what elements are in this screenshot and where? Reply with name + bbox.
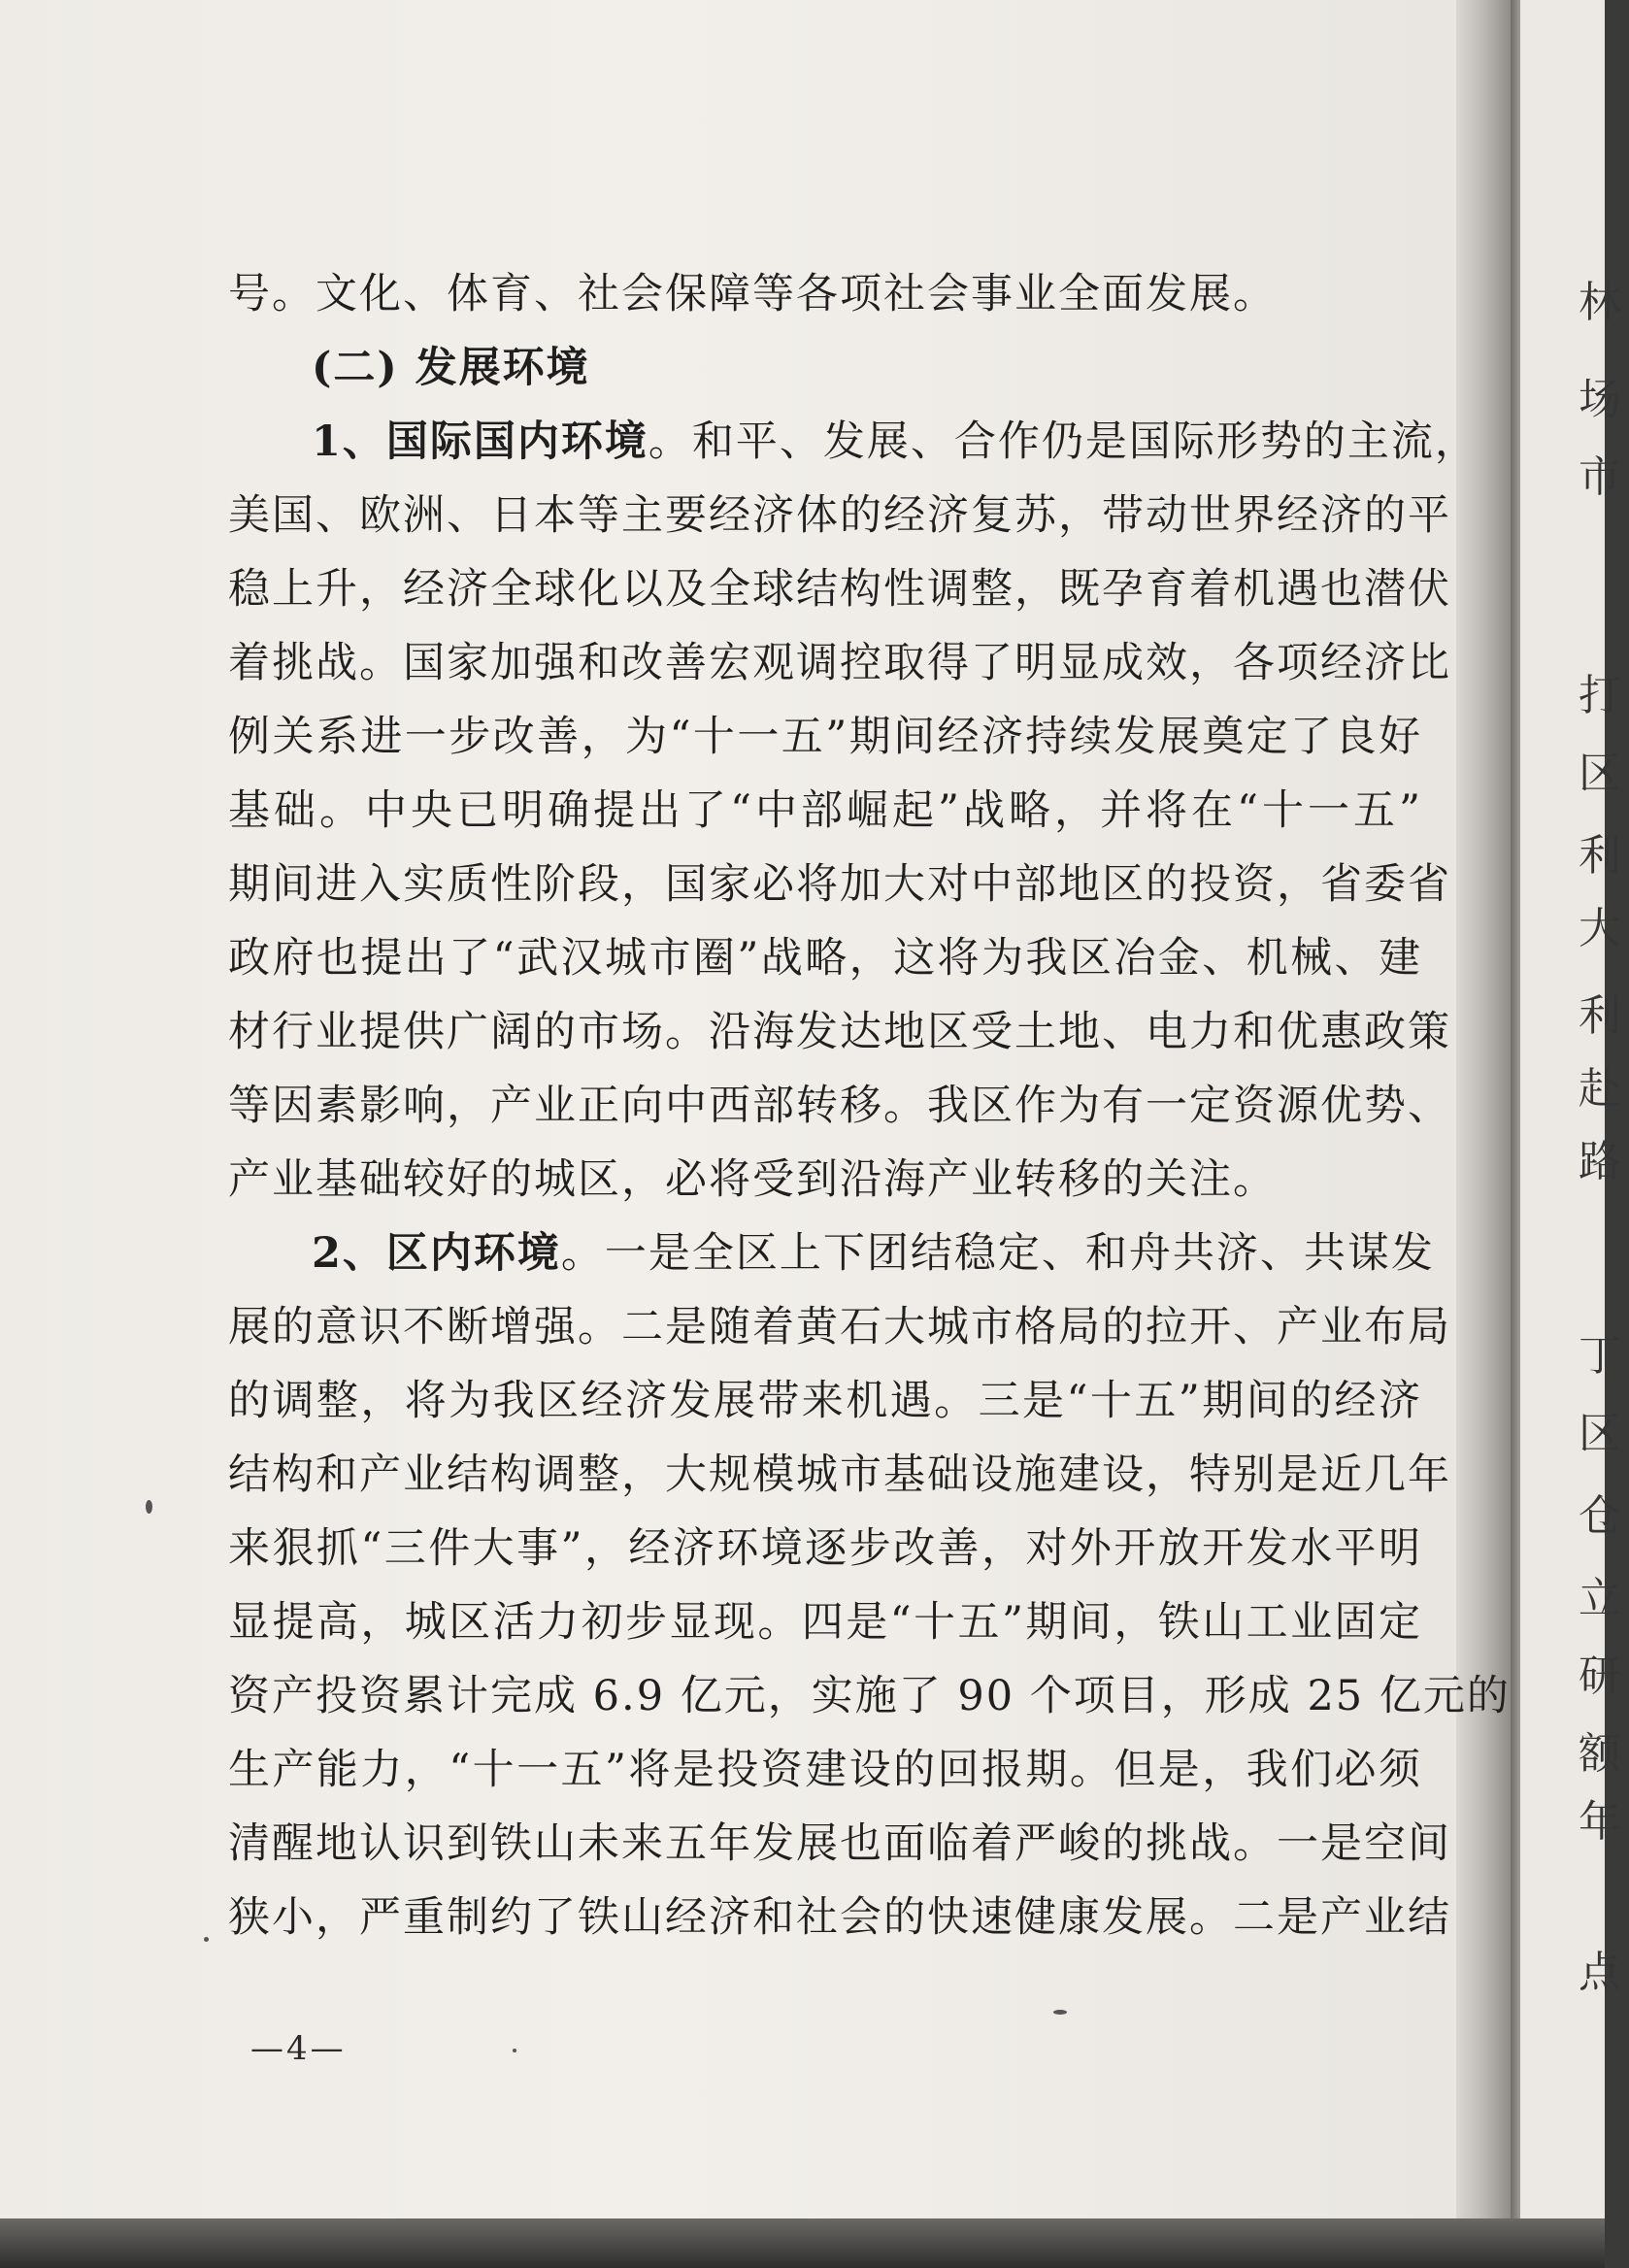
scan-speck <box>513 2049 516 2052</box>
adjacent-page-char: 丁 <box>1579 1331 1621 1381</box>
scan-speck <box>204 1937 209 1942</box>
line-text: 的调整，将为我区经济发展带来机遇。三是“十五”期间的经济 <box>228 1377 1422 1425</box>
line-text: 。和平、发展、合作仍是国际形势的主流， <box>648 417 1479 466</box>
line-text: 来狠抓“三件大事”，经济环境逐步改善，对外开放开发水平明 <box>228 1524 1422 1573</box>
adjacent-page-char: 立 <box>1579 1574 1621 1623</box>
text-line <box>228 479 1451 552</box>
adjacent-page-char: 研 <box>1579 1651 1621 1701</box>
line-text: 期间进入实质性阶段，国家必将加大对中部地区的投资，省委省 <box>228 860 1451 909</box>
text-line <box>228 1438 1451 1512</box>
text-line <box>228 1733 1422 1807</box>
adjacent-page-char: 利 <box>1579 831 1621 881</box>
text-line <box>228 1512 1422 1585</box>
adjacent-page-char: 区 <box>1579 749 1621 798</box>
line-text: 美国、欧洲、日本等主要经济体的经济复苏，带动世界经济的平 <box>228 491 1451 540</box>
adjacent-page-char: 额 <box>1579 1729 1621 1779</box>
section-heading: (二) 发展环境 <box>312 344 590 392</box>
page-edge-shadow <box>1511 0 1520 2268</box>
text-line <box>228 626 1451 700</box>
line-text: 展的意识不断增强。二是随着黄石大城市格局的拉开、产业布局 <box>228 1303 1451 1351</box>
text-line <box>228 700 1422 774</box>
line-text: 稳上升，经济全球化以及全球结构性调整，既孕育着机遇也潜伏 <box>228 565 1451 614</box>
adjacent-page-char: 路 <box>1579 1137 1621 1186</box>
text-line <box>228 552 1451 626</box>
adjacent-page-char: 大 <box>1579 904 1621 953</box>
text-line <box>228 405 1479 479</box>
adjacent-page-char: 利 <box>1579 991 1621 1041</box>
text-line <box>228 921 1422 995</box>
adjacent-page-char: 市 <box>1579 452 1621 502</box>
line-text: 清醒地认识到铁山未来五年发展也面临着严峻的挑战。一是空间 <box>228 1819 1451 1868</box>
adjacent-page-strip <box>1520 0 1621 2268</box>
line-text: 号。文化、体育、社会保障等各项社会事业全面发展。 <box>228 270 1277 318</box>
line-text: 生产能力，“十一五”将是投资建设的回报期。但是，我们必须 <box>228 1746 1422 1794</box>
line-text: 等因素影响，产业正向中西部转移。我区作为有一定资源优势、 <box>228 1082 1451 1130</box>
line-text: 显提高，城区活力初步显现。四是“十五”期间，铁山工业固定 <box>228 1598 1422 1647</box>
text-line <box>228 995 1451 1069</box>
body-text <box>228 257 1511 1954</box>
adjacent-page-char: 打 <box>1579 671 1621 720</box>
adjacent-page-char: 年 <box>1579 1797 1621 1847</box>
text-line <box>228 1659 1511 1733</box>
text-line <box>228 1585 1422 1659</box>
text-line <box>228 1069 1451 1143</box>
text-line <box>228 1143 1422 1217</box>
scan-speck <box>1053 2010 1067 2015</box>
adjacent-page-char: 仓 <box>1579 1491 1621 1541</box>
adjacent-page-char: 区 <box>1579 1409 1621 1458</box>
text-line <box>228 1290 1451 1364</box>
line-text: 例关系进一步改善，为“十一五”期间经济持续发展奠定了良好 <box>228 713 1422 761</box>
line-text: 产业基础较好的城区，必将受到沿海产业转移的关注。 <box>228 1155 1277 1204</box>
text-line <box>228 1881 1451 1954</box>
paragraph-lead: 2、区内环境 <box>312 1229 561 1278</box>
scanner-bottom-shadow <box>0 2218 1605 2268</box>
paragraph-lead: 1、国际国内环境 <box>312 417 648 466</box>
page-number: —4— <box>250 2029 347 2068</box>
text-line <box>228 1364 1422 1438</box>
text-line <box>228 1807 1451 1881</box>
page-binding-edge <box>1456 0 1513 2268</box>
line-text: 狭小，严重制约了铁山经济和社会的快速健康发展。二是产业结 <box>228 1893 1451 1942</box>
line-text: 着挑战。国家加强和改善宏观调控取得了明显成效，各项经济比 <box>228 639 1451 687</box>
adjacent-page-char: 林 <box>1579 278 1621 327</box>
scan-speck <box>146 1500 152 1514</box>
line-text: 基础。中央已明确提出了“中部崛起”战略，并将在“十一五” <box>228 786 1422 835</box>
adjacent-page-char: 赴 <box>1579 1064 1621 1114</box>
text-line <box>228 257 1422 331</box>
line-text: 。一是全区上下团结稳定、和舟共济、共谋发 <box>560 1229 1435 1278</box>
text-line <box>228 1217 1435 1290</box>
line-text: 结构和产业结构调整，大规模城市基础设施建设，特别是近几年 <box>228 1451 1451 1499</box>
adjacent-page-char: 场 <box>1579 375 1621 424</box>
line-text: 政府也提出了“武汉城市圈”战略，这将为我区冶金、机械、建 <box>228 934 1422 983</box>
adjacent-page-char: 点 <box>1579 1948 1621 1997</box>
text-line <box>228 774 1422 848</box>
text-line <box>228 848 1451 921</box>
line-text: 资产投资累计完成 6.9 亿元，实施了 90 个项目，形成 25 亿元的 <box>228 1672 1511 1720</box>
line-text: 材行业提供广阔的市场。沿海发达地区受土地、电力和优惠政策 <box>228 1008 1451 1056</box>
